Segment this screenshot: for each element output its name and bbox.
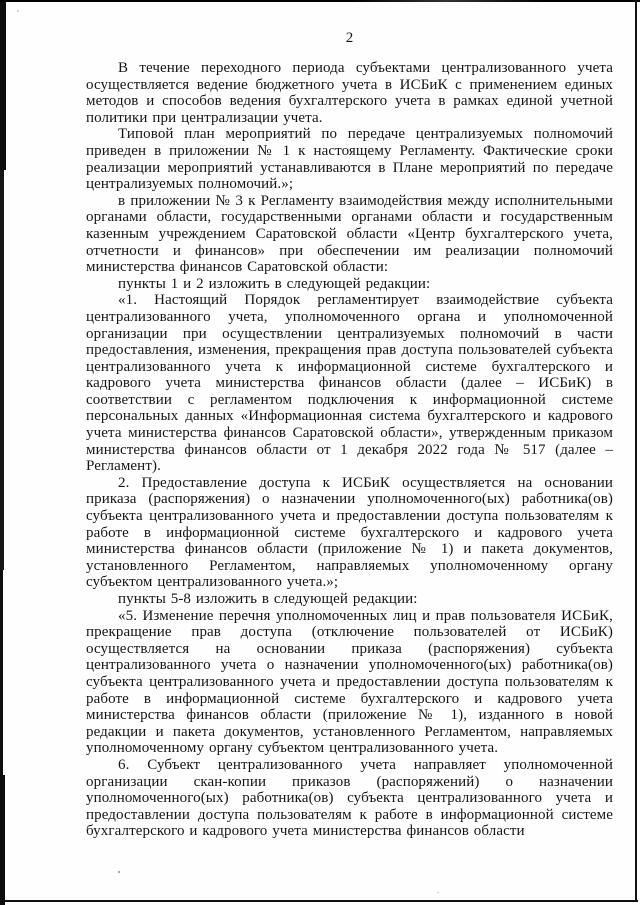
page-number: 2 [345, 30, 354, 46]
scan-edge-left-mid [0, 170, 4, 570]
scan-edge-top [0, 0, 640, 2]
scan-edge-right [635, 0, 637, 901]
scan-edge-left-bottom [0, 775, 5, 905]
paragraph: Типовой план мероприятий по передаче централизуемых полномочий приведен в приложении № 1 к настоящему Регламенту. Фактические сроки реализации мероприятий устанавливаются в Плане мероприятий по передаче централизуемых полномочий.»; [86, 126, 613, 193]
scan-noise-speck [437, 892, 439, 893]
paragraph: пункты 5-8 изложить в следующей редакции: [118, 591, 418, 607]
paragraph: 2. Предоставление доступа к ИСБиК осуществляется на основании приказа (распоряжения) о назначении уполномоченного(ых) работника(ов) субъекта централизованного учета и предоставлении доступа пользователям к работе в информационной системе бухгалтерского и кадрового учета министерства финансов области (приложение № 1) и пакета документов, установленного Регламентом, направляемых уполномоченному органу субъектом централизованного учета.»; [86, 474, 613, 591]
scan-edge-left-top [0, 0, 6, 170]
page-content [86, 30, 613, 840]
paragraph: «5. Изменение перечня уполномоченных лиц и прав пользователя ИСБиК, прекращение прав доступа (отключение пользователей от ИСБиК) осуществляется на основании приказа (распоряжения) субъекта централизованного учета о назначении уполномоченного(ых) работника(ов) субъекта централизованного учета и предоставлении доступа пользователям к работе в информационной системе бухгалтерского и кадрового учета министерства финансов области (приложение № 1), изданного в новой редакции и пакета документов, установленного Регламентом, направляемых уполномоченному органу субъектом централизованного учета. [86, 607, 613, 757]
paragraph: пункты 1 и 2 изложить в следующей редакции: [118, 275, 431, 292]
paragraph: В течение переходного периода субъектами централизованного учета осуществляется ведение бюджетного учета в ИСБиК с применением единых методов и способов ведения бухгалтерского учета в рамках единой учетной политики при централизации учета. [86, 60, 613, 126]
scan-edge-bottom [4, 900, 638, 902]
scan-noise-speck [17, 10, 19, 12]
paragraph: 6. Субъект централизованного учета направляет уполномоченной организации скан-копии приказов (распоряжений) о назначении уполномоченного(ых) работника(ов) субъекта централизованного учета и предоставлении доступа пользователям к работе в информационной системе бухгалтерского и кадрового учета министерства финансов области [86, 756, 613, 840]
scan-noise-speck [118, 871, 120, 873]
paragraph: в приложении № 3 к Регламенту взаимодействия между исполнительными органами области, государственными органами области и государственным казенным учреждением Саратовской области «Центр бухгалтерского учета, отчетности и финансов» при обеспечении им реализации полномочий министерства финансов Саратовской области: [86, 192, 613, 276]
document-body [86, 60, 613, 840]
paragraph: «1. Настоящий Порядок регламентирует взаимодействие субъекта централизованного учета, уполномоченного органа и уполномоченной организации при осуществлении централизуемых полномочий в части предоставления, изменения, прекращения прав доступа пользователей субъекта централизованного учета к информационной системе бухгалтерского и кадрового учета министерства финансов области (далее – ИСБиК) в соответствии с регламентом подключения к информационной системе персональных данных «Информационная система бухгалтерского и кадрового учета министерства финансов Саратовской области», утвержденным приказом министерства финансов области от 1 декабря 2022 года № 517 (далее – Регламент). [86, 292, 613, 475]
